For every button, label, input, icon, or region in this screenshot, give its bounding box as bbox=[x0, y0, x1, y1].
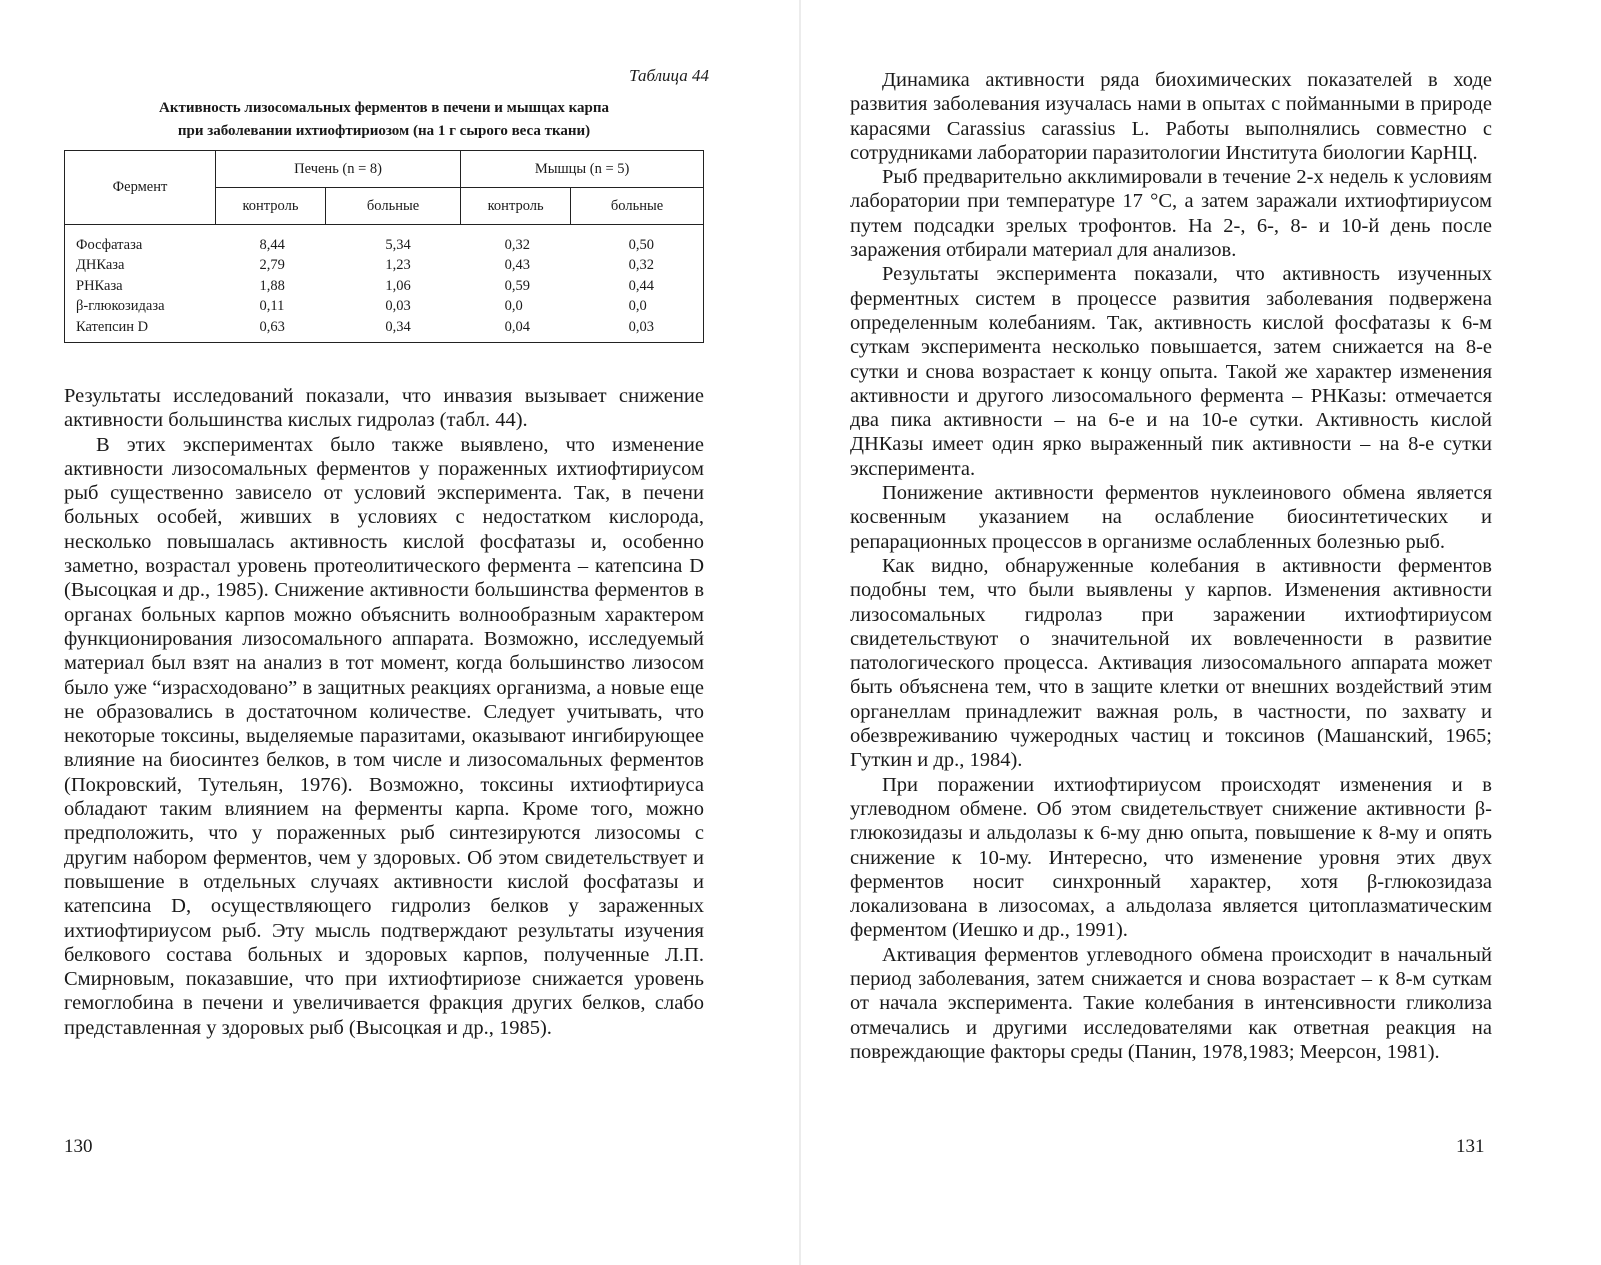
cell-value: 0,04 bbox=[504, 318, 531, 335]
cell-value: 2,79 bbox=[259, 257, 285, 274]
subheader-muscle-sick: больные bbox=[571, 188, 704, 225]
cell-value: 1,06 bbox=[385, 277, 411, 294]
paragraph: Понижение активности ферментов нуклеинового обмена является косвенным указанием на ослабление биосинтетических и репарационных процессов в организме ослабленных болезнью рыб. bbox=[850, 482, 1492, 553]
table-row bbox=[65, 276, 704, 297]
cell-value: 0,0 bbox=[628, 298, 647, 315]
cell-value: 0,43 bbox=[504, 257, 531, 274]
paragraph: Рыб предварительно акклимировали в течение 2-х недель к условиям лаборатории при температуре 17 °С, а затем заражали ихтиофтириусом путем подсадки зрелых трофонтов. На 2-, 6-, 8- и 10-й день после заражения отбирали материал для анализов. bbox=[850, 166, 1492, 262]
cell-value: 0,11 bbox=[259, 298, 285, 315]
cell-value: 0,32 bbox=[628, 257, 654, 274]
left-body-text bbox=[64, 384, 704, 1040]
paragraph: При поражении ихтиофтириусом происходят изменения и в углеводном обмене. Об этом свидетельствует снижение активности β-глюкозидазы и альдолазы к 6-му дню опыта, повышение к 8-му и опять снижение к 10-му. Интересно, что изменение уровня этих двух ферментов носит синхронный характер, хотя β-глюкозидаза локализована в лизосомах, а альдолаза является цитоплазматическим ферментом (Иешко и др., 1991). bbox=[850, 773, 1492, 942]
row-enzyme-name: β-глюкозидаза bbox=[76, 298, 165, 315]
cell-value: 1,23 bbox=[385, 257, 411, 274]
subheader-liver-control: контроль bbox=[216, 188, 326, 225]
table-row bbox=[65, 256, 704, 277]
cell-value: 8,44 bbox=[259, 236, 285, 253]
liver-column-header: Печень (n = 8) bbox=[216, 151, 461, 188]
page-number: 130 bbox=[64, 1136, 93, 1157]
subheader-muscle-control: контроль bbox=[461, 188, 571, 225]
right-body-text bbox=[850, 68, 1492, 1064]
cell-value: 0,34 bbox=[385, 318, 411, 335]
table-title-line-2: при заболевании ихтиофтириозом (на 1 г сырого веса ткани) bbox=[177, 123, 591, 139]
cell-value: 0,50 bbox=[628, 236, 654, 253]
enzyme-column-header: Фермент bbox=[65, 151, 216, 225]
table-title bbox=[64, 97, 704, 143]
row-enzyme-name: Катепсин D bbox=[76, 318, 149, 335]
paragraph: Как видно, обнаруженные колебания в активности ферментов подобны тем, что были выявлены у карпов. Изменения активности лизосомальных гидролаз при заражении ихтиофтириусом свидетельствуют о значительной их вовлеченности в развитие патологического процесса. Активация лизосомального аппарата может быть объяснена тем, что в защите клетки от внешних воздействий этим органеллам принадлежит важная роль, в частности, по захвату и обезвреживанию чужеродных частиц и токсинов (Машанский, 1965; Гуткин и др., 1984). bbox=[850, 554, 1492, 772]
table-row bbox=[65, 225, 704, 256]
cell-value: 0,0 bbox=[504, 298, 523, 315]
row-enzyme-name: ДНКаза bbox=[76, 257, 125, 274]
table-label: Таблица 44 bbox=[629, 66, 709, 85]
paragraph: В этих экспериментах было также выявлено, что изменение активности лизосомальных ферментов у пораженных ихтиофтириусом рыб существенно зависело от условий эксперимента. Так, в печени больных особей, живших в условиях с недостатком кислорода, несколько повышалась активность кислой фосфатазы и, особенно заметно, возрастал уровень протеолитического фермента – катепсина D (Высоцкая и др., 1985). Снижение активности большинства ферментов в органах больных карпов можно объяснить волнообразным характером функционирования лизосомального аппарата. Возможно, исследуемый материал был взят на анализ в тот момент, когда большинство лизосом было уже “израсходовано” в защитных реакциях организма, а новые еще не образовались в достаточном количестве. Следует учитывать, что некоторые токсины, выделяемые паразитами, оказывают ингибирующее влияние на биосинтез белков, в том числе и лизосомальных ферментов (Покровский, Тутельян, 1976). Возможно, токсины ихтиофтириуса обладают таким влиянием на ферменты карпа. Кроме того, можно предположить, что у пораженных рыб синтезируются лизосомы с другим набором ферментов, чем у здоровых. Об этом свидетельствует и повышение в отдельных случаях активности кислой фосфатазы и катепсина D, осуществляющего гидролиз белков у зараженных ихтиофтириусом рыб. Эту мысль подтверждают результаты изучения белкового состава больных и здоровых карпов, полученные Л.П. Смирновым, показавшие, что при ихтиофтириозе снижается уровень гемоглобина в печени и увеличивается фракция других белков, слабо представленная у здоровых рыб (Высоцкая и др., 1985). bbox=[64, 433, 704, 1039]
paragraph: Активация ферментов углеводного обмена происходит в начальный период заболевания, затем снижается и снова возрастает – к 8-м суткам от начала эксперимента. Такие колебания в интенсивности гликолиза отмечались и другими исследователями как ответная реакция на повреждающие факторы среды (Панин, 1978,1983; Меерсон, 1981). bbox=[850, 943, 1492, 1063]
cell-value: 0,44 bbox=[628, 277, 654, 294]
paragraph: Динамика активности ряда биохимических показателей в ходе развития заболевания изучалась нами в опытах с пойманными в природе карасями Carassius carassius L. Работы выполнялись совместно с сотрудниками лаборатории паразитологии Института биологии КарНЦ. bbox=[850, 69, 1492, 164]
table-row bbox=[65, 297, 704, 318]
cell-value: 0,03 bbox=[628, 318, 654, 335]
table-title-line-1: Активность лизосомальных ферментов в печени и мышцах карпа bbox=[158, 100, 610, 116]
paragraph: Результаты эксперимента показали, что активность изученных ферментных систем в процессе развития заболевания подвержена определенным колебаниям. Так, активность кислой фосфатазы к 6-м суткам эксперимента несколько повышается, затем снижается на 8-е сутки и снова возрастает к концу опыта. Такой же характер изменения активности и другого лизосомального фермента – РНКазы: отмечается два пика активности – на 6-е и на 10-е сутки. Активность кислой ДНКазы имеет один ярко выраженный пик активности – на 8-е сутки эксперимента. bbox=[850, 263, 1492, 480]
muscle-column-header: Мышцы (n = 5) bbox=[461, 151, 704, 188]
cell-value: 0,63 bbox=[259, 318, 285, 335]
cell-value: 0,59 bbox=[504, 277, 531, 294]
right-page bbox=[800, 0, 1601, 1265]
enzyme-activity-table bbox=[64, 150, 704, 343]
cell-value: 5,34 bbox=[385, 236, 411, 253]
row-enzyme-name: РНКаза bbox=[76, 277, 123, 294]
page-number: 131 bbox=[1456, 1136, 1485, 1157]
subheader-liver-sick: больные bbox=[325, 188, 460, 225]
cell-value: 1,88 bbox=[259, 277, 285, 294]
row-enzyme-name: Фосфатаза bbox=[76, 236, 143, 253]
left-page bbox=[0, 0, 800, 1265]
paragraph: Результаты исследований показали, что инвазия вызывает снижение активности большинства кислых гидролаз (табл. 44). bbox=[64, 385, 704, 432]
cell-value: 0,32 bbox=[504, 236, 531, 253]
cell-value: 0,03 bbox=[385, 298, 411, 315]
table-row bbox=[65, 317, 704, 342]
